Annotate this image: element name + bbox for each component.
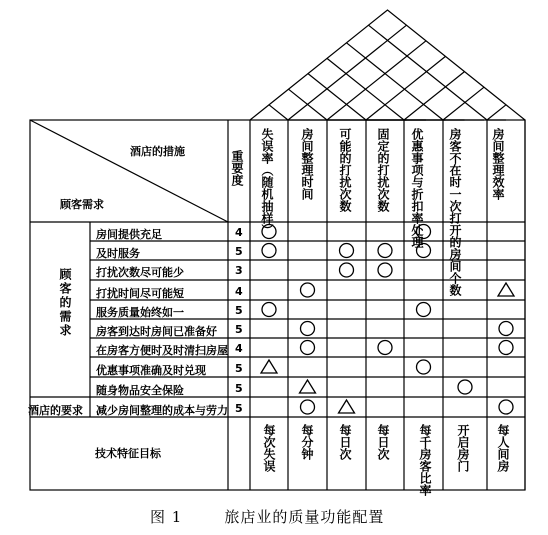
target-6: 每人间房: [496, 424, 510, 472]
figure-number: 图 1: [150, 508, 183, 526]
strong-relation-circle: [417, 303, 431, 317]
need-label-7: 优惠事项准确及时兑现: [96, 364, 206, 377]
roof-lattice-right-5: [443, 87, 484, 120]
importance-3: 4: [235, 285, 243, 298]
customer-group-label: 顾客的需求: [58, 268, 72, 338]
hotel-group-label: 酒店的要求: [28, 404, 83, 417]
strong-relation-circle: [499, 400, 513, 414]
strong-relation-circle: [378, 263, 392, 277]
strong-relation-circle: [340, 244, 354, 258]
measure-header-0: 失误率（随机抽样）: [260, 128, 274, 236]
importance-5: 5: [235, 323, 243, 336]
strong-relation-circle: [301, 322, 315, 336]
strong-relation-circle: [499, 341, 513, 355]
need-label-3: 打扰时间尽可能短: [96, 287, 184, 300]
roof-lattice-right-1: [288, 25, 407, 120]
importance-9: 5: [235, 402, 243, 415]
measure-header-6: 房间整理效率: [491, 128, 505, 200]
importance-title: 重要度: [230, 150, 244, 186]
weak-relation-triangle: [339, 400, 355, 413]
customer-needs-title: 顾客需求: [60, 198, 104, 211]
importance-8: 5: [235, 382, 243, 395]
need-label-5: 房客到达时房间已准备好: [96, 325, 217, 338]
measure-header-2: 可能的打扰次数: [338, 128, 352, 212]
measure-header-5: 房客不在时一次打开的房间个数: [448, 128, 462, 296]
measure-header-3: 固定的打扰次数: [376, 128, 390, 212]
weak-relation-triangle: [261, 360, 277, 373]
need-label-2: 打扰次数尽可能少: [96, 266, 184, 279]
roof-lattice-right-3: [366, 56, 446, 120]
weak-relation-triangle: [498, 283, 514, 296]
target-4: 每千房客比率: [418, 424, 432, 496]
importance-7: 5: [235, 362, 243, 375]
strong-relation-circle: [417, 360, 431, 374]
strong-relation-circle: [340, 263, 354, 277]
figure-caption: [150, 506, 426, 527]
target-2: 每日次: [338, 424, 352, 460]
need-label-4: 服务质量始终如一: [96, 306, 184, 319]
target-5: 开启房门: [456, 424, 470, 472]
figure-title: 旅店业的质量功能配置: [224, 508, 385, 526]
target-3: 每日次: [376, 424, 390, 460]
need-label-0: 房间提供充足: [96, 228, 162, 241]
strong-relation-circle: [301, 283, 315, 297]
measure-header-4: 优惠事项与折扣率处理: [410, 128, 424, 248]
importance-1: 5: [235, 245, 243, 258]
strong-relation-circle: [378, 341, 392, 355]
need-label-9: 减少房间整理的成本与劳力: [96, 404, 228, 417]
target-0: 每次失误: [262, 424, 276, 472]
target-1: 每分钟: [300, 424, 314, 460]
need-label-1: 及时服务: [96, 247, 140, 260]
importance-6: 4: [235, 342, 243, 355]
roof-lattice-left-1: [269, 105, 288, 120]
roof-lattice-right-6: [487, 105, 506, 120]
need-label-8: 随身物品安全保险: [96, 384, 184, 397]
target-title: 技术特征目标: [95, 447, 161, 460]
need-label-6: 在房客方便时及时清扫房屋: [96, 344, 228, 357]
strong-relation-circle: [458, 380, 472, 394]
strong-relation-circle: [378, 244, 392, 258]
strong-relation-circle: [301, 341, 315, 355]
strong-relation-circle: [301, 400, 315, 414]
importance-2: 3: [235, 264, 243, 277]
measures-title: 酒店的措施: [130, 145, 185, 158]
importance-0: 4: [235, 226, 243, 239]
roof-lattice-left-5: [347, 43, 444, 120]
roof-lattice-right-2: [327, 41, 426, 120]
strong-relation-circle: [499, 322, 513, 336]
measure-header-1: 房间整理时间: [300, 128, 314, 200]
importance-4: 5: [235, 304, 243, 317]
strong-relation-circle: [262, 303, 276, 317]
strong-relation-circle: [262, 244, 276, 258]
weak-relation-triangle: [300, 380, 316, 393]
